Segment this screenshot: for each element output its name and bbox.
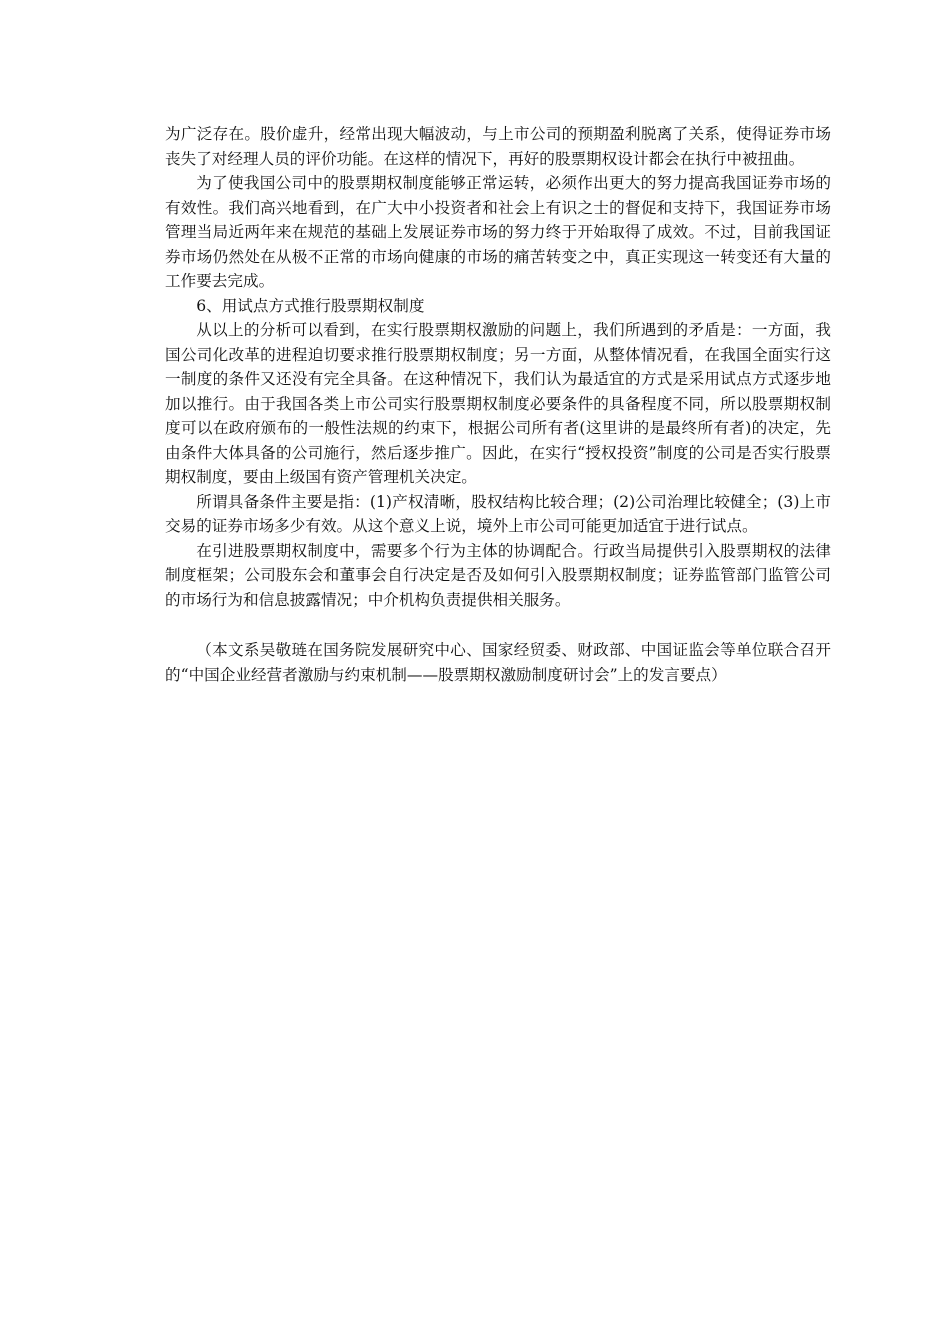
document-body xyxy=(165,122,831,687)
source-note: （本文系吴敬琏在国务院发展研究中心、国家经贸委、财政部、中国证监会等单位联合召开的“中国企业经营者激励与约束机制——股票期权激励制度研讨会”上的发言要点） xyxy=(165,641,831,684)
section-heading-6: 6、用试点方式推行股票期权制度 xyxy=(196,296,425,315)
paragraph-spacer xyxy=(165,612,831,638)
paragraph-continuation: 为广泛存在。股价虚升，经常出现大幅波动，与上市公司的预期盈利脱离了关系，使得证券市场丧失了对经理人员的评价功能。在这样的情况下，再好的股票期权设计都会在执行中被扭曲。 xyxy=(165,125,831,168)
paragraph-coordination: 在引进股票期权制度中，需要多个行为主体的协调配合。行政当局提供引入股票期权的法律制度框架；公司股东会和董事会自行决定是否及如何引入股票期权制度；证券监管部门监管公司的市场行为和信息披露情况；中介机构负责提供相关服务。 xyxy=(165,541,831,609)
paragraph-pilot-approach: 从以上的分析可以看到，在实行股票期权激励的问题上，我们所遇到的矛盾是：一方面，我国公司化改革的进程迫切要求推行股票期权制度；另一方面，从整体情况看，在我国全面实行这一制度的条件又还没有完全具备。在这种情况下，我们认为最适宜的方式是采用试点方式逐步地加以推行。由于我国各类上市公司实行股票期权制度必要条件的具备程度不同，所以股票期权制度可以在政府颁布的一般性法规的约束下，根据公司所有者(这里讲的是最终所有者)的决定，先由条件大体具备的公司施行，然后逐步推广。因此，在实行“授权投资”制度的公司是否实行股票期权制度，要由上级国有资产管理机关决定。 xyxy=(165,321,831,486)
paragraph-conditions: 所谓具备条件主要是指：(1)产权清晰，股权结构比较合理；(2)公司治理比较健全；(3)上市交易的证券市场多少有效。从这个意义上说，境外上市公司可能更加适宜于进行试点。 xyxy=(165,492,831,535)
paragraph-market-efficiency: 为了使我国公司中的股票期权制度能够正常运转，必须作出更大的努力提高我国证券市场的有效性。我们高兴地看到，在广大中小投资者和社会上有识之士的督促和支持下，我国证券市场管理当局近两年来在规范的基础上发展证券市场的努力终于开始取得了成效。不过，目前我国证券市场仍然处在从极不正常的市场向健康的市场的痛苦转变之中，真正实现这一转变还有大量的工作要去完成。 xyxy=(165,174,831,290)
